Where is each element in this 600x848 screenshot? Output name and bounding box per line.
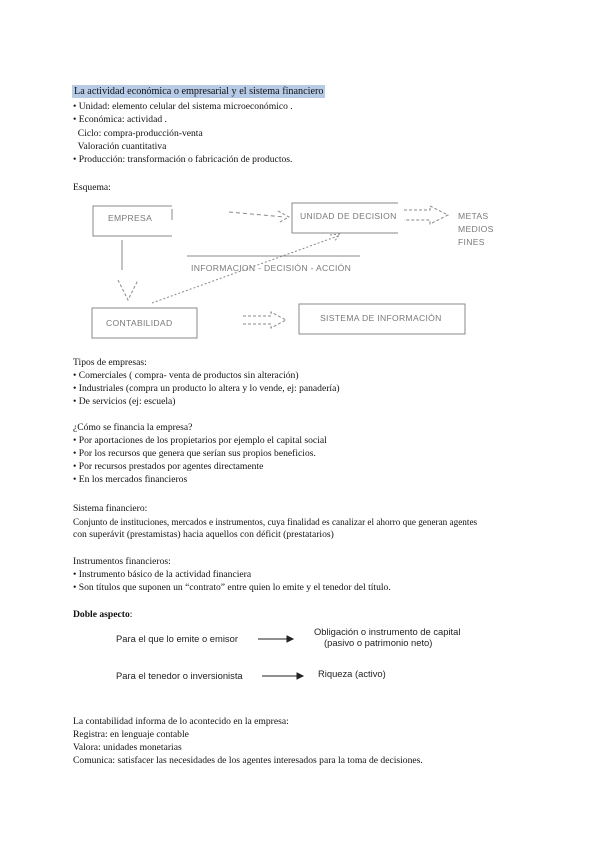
intro-line-produccion: • Producción: transformación o fabricación de productos. [73, 154, 293, 165]
financia-item: • Por aportaciones de los propietarios por ejemplo el capital social [73, 435, 327, 446]
instrumentos-item: • Son títulos que suponen un “contrato” entre quien lo emite y el tenedor del título. [73, 582, 391, 593]
diagram-empresa-label: EMPRESA [108, 213, 153, 223]
intro-line-valoracion: Valoración cuantitativa [73, 141, 167, 152]
doble-heading-colon: : [129, 609, 133, 620]
tipos-heading: Tipos de empresas: [73, 357, 147, 368]
intro-line-ciclo: Ciclo: compra-producción-venta [73, 128, 203, 139]
contabilidad-line: La contabilidad informa de lo acontecido en la empresa: [73, 716, 289, 727]
contabilidad-line: Registra: en lenguaje contable [73, 729, 189, 740]
diagram-info-label: INFORMACION - DECISIÓN - ACCIÓN [191, 263, 352, 273]
doble-obligacion-2: (pasivo o patrimonio neto) [324, 637, 433, 648]
diagram-fines-label: FINES [458, 237, 485, 247]
arrow-empresa-contabilidad [118, 280, 138, 300]
diagram-unidad-label: UNIDAD DE DECISION [300, 211, 397, 221]
diagram-medios-label: MEDIOS [458, 224, 494, 234]
doble-obligacion-1: Obligación o instrumento de capital [314, 626, 461, 637]
financia-item: • En los mercados financieros [73, 474, 188, 485]
doble-emisor: Para el que lo emite o emisor [116, 633, 238, 644]
arrow-empresa-unidad [229, 212, 284, 217]
financia-heading: ¿Cómo se financia la empresa? [73, 422, 193, 433]
arrow-unidad-metas [404, 206, 448, 224]
contabilidad-line: Comunica: satisfacer las necesidades de los agentes interesados para la toma de decisiones. [73, 755, 423, 766]
doble-heading-text: Doble aspecto [73, 609, 130, 620]
contabilidad-line: Valora: unidades monetarias [73, 742, 182, 753]
sistema-heading: Sistema financiero: [73, 503, 148, 514]
arrow-tenedor-head [297, 673, 303, 679]
intro-line-unidad: • Unidad: elemento celular del sistema microeconómico . [73, 101, 293, 112]
instrumentos-heading: Instrumentos financieros: [73, 556, 171, 567]
tipos-item: • Industriales (compra un producto lo altera y lo vende, ej: panadería) [73, 383, 340, 394]
schema-label: Esquema: [73, 182, 111, 193]
sistema-line: con superávit (prestamistas) hacia aquellos con déficit (prestatarios) [73, 529, 334, 540]
diagram-metas-label: METAS [458, 211, 489, 221]
intro-line-economica: • Económica: actividad . [73, 114, 167, 125]
financia-item: • Por recursos prestados por agentes directamente [73, 461, 264, 472]
doble-heading [73, 609, 132, 621]
financia-item: • Por los recursos que genera que serían sus propios beneficios. [73, 448, 316, 459]
tipos-item: • Comerciales ( compra- venta de productos sin alteración) [73, 370, 299, 381]
arrow-emisor-head [287, 636, 293, 642]
doble-riqueza: Riqueza (activo) [318, 668, 386, 679]
arrow-contabilidad-sistema [243, 312, 286, 328]
instrumentos-item: • Instrumento básico de la actividad financiera [73, 569, 252, 580]
diagram-sistema-label: SISTEMA DE INFORMACIÓN [320, 313, 442, 323]
arrow-contabilidad-unidad-head [330, 234, 340, 242]
sistema-line: Conjunto de instituciones, mercados e instrumentos, cuya finalidad es canalizar el ahorro que generan agentes [73, 517, 478, 527]
page-title: La actividad económica o empresarial y el sistema financiero [74, 86, 324, 97]
diagram-contabilidad-label: CONTABILIDAD [106, 318, 173, 328]
tipos-item: • De servicios (ej: escuela) [73, 396, 176, 407]
doble-tenedor: Para el tenedor o inversionista [116, 670, 243, 681]
